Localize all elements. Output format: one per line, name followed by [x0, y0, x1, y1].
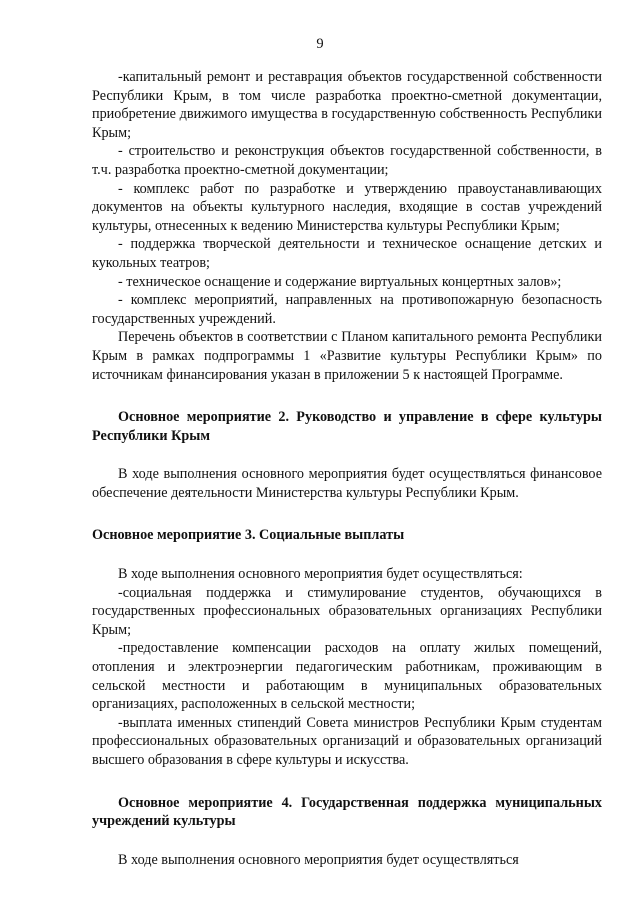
paragraph: Перечень объектов в соответствии с Планом капитального ремонта Республики Крым в рамках подпрограммы 1 «Развитие культуры Республики Крым» по источникам финансирования указан в приложении 5 к настоящей Программе. [92, 329, 602, 383]
spacer [92, 831, 602, 851]
paragraph: - техническое оснащение и содержание виртуальных концертных залов»; [118, 273, 562, 290]
spacer [92, 445, 602, 465]
page-number: 9 [316, 36, 324, 52]
document-body [92, 68, 602, 869]
paragraph: - комплекс мероприятий, направленных на противопожарную безопасность государственных учреждений. [92, 292, 602, 327]
section-heading: Основное мероприятие 4. Государственная поддержка муниципальных учреждений культуры [92, 794, 602, 830]
paragraph: В ходе выполнения основного мероприятия будет осуществляться финансовое обеспечение деятельности Министерства культуры Республики Крым. [92, 466, 602, 501]
paragraph: - комплекс работ по разработке и утверждению правоустанавливающих документов на объекты культурного наследия, входящие в состав учреждений культуры, отнесенных к ведению Министерства культуры Республики Крым; [92, 180, 602, 234]
spacer [92, 770, 602, 794]
paragraph: - поддержка творческой деятельности и техническое оснащение детских и кукольных театров; [92, 236, 602, 271]
spacer [92, 502, 602, 526]
paragraph: - строительство и реконструкция объектов государственной собственности, в т.ч. разработка проектно-сметной документации; [92, 143, 602, 178]
spacer [92, 384, 602, 408]
paragraph: -социальная поддержка и стимулирование студентов, обучающихся в государственных профессиональных образовательных организациях Республики Крым; [92, 584, 602, 638]
spacer [92, 545, 602, 565]
section-heading: Основное мероприятие 2. Руководство и управление в сфере культуры Республики Крым [92, 409, 602, 444]
paragraph: В ходе выполнения основного мероприятия будет осуществляться: [118, 566, 523, 583]
paragraph: -капитальный ремонт и реставрация объектов государственной собственности Республики Крым, в том числе разработка проектно-сметной документации, приобретение движимого имущества в государственную собственность Республики Крым; [92, 69, 602, 141]
paragraph: В ходе выполнения основного мероприятия будет осуществляться [118, 851, 519, 868]
section-heading: Основное мероприятие 3. Социальные выплаты [92, 527, 405, 544]
paragraph: -предоставление компенсации расходов на оплату жилых помещений, отопления и электроэнергии педагогическим работникам, проживающим в сельской местности и работающим в муниципальных образовательных организациях, расположенных в сельской местности; [92, 640, 602, 713]
paragraph: -выплата именных стипендий Совета министров Республики Крым студентам профессиональных образовательных организаций и образовательных организаций высшего образования в сфере культуры и искусства. [92, 714, 602, 768]
